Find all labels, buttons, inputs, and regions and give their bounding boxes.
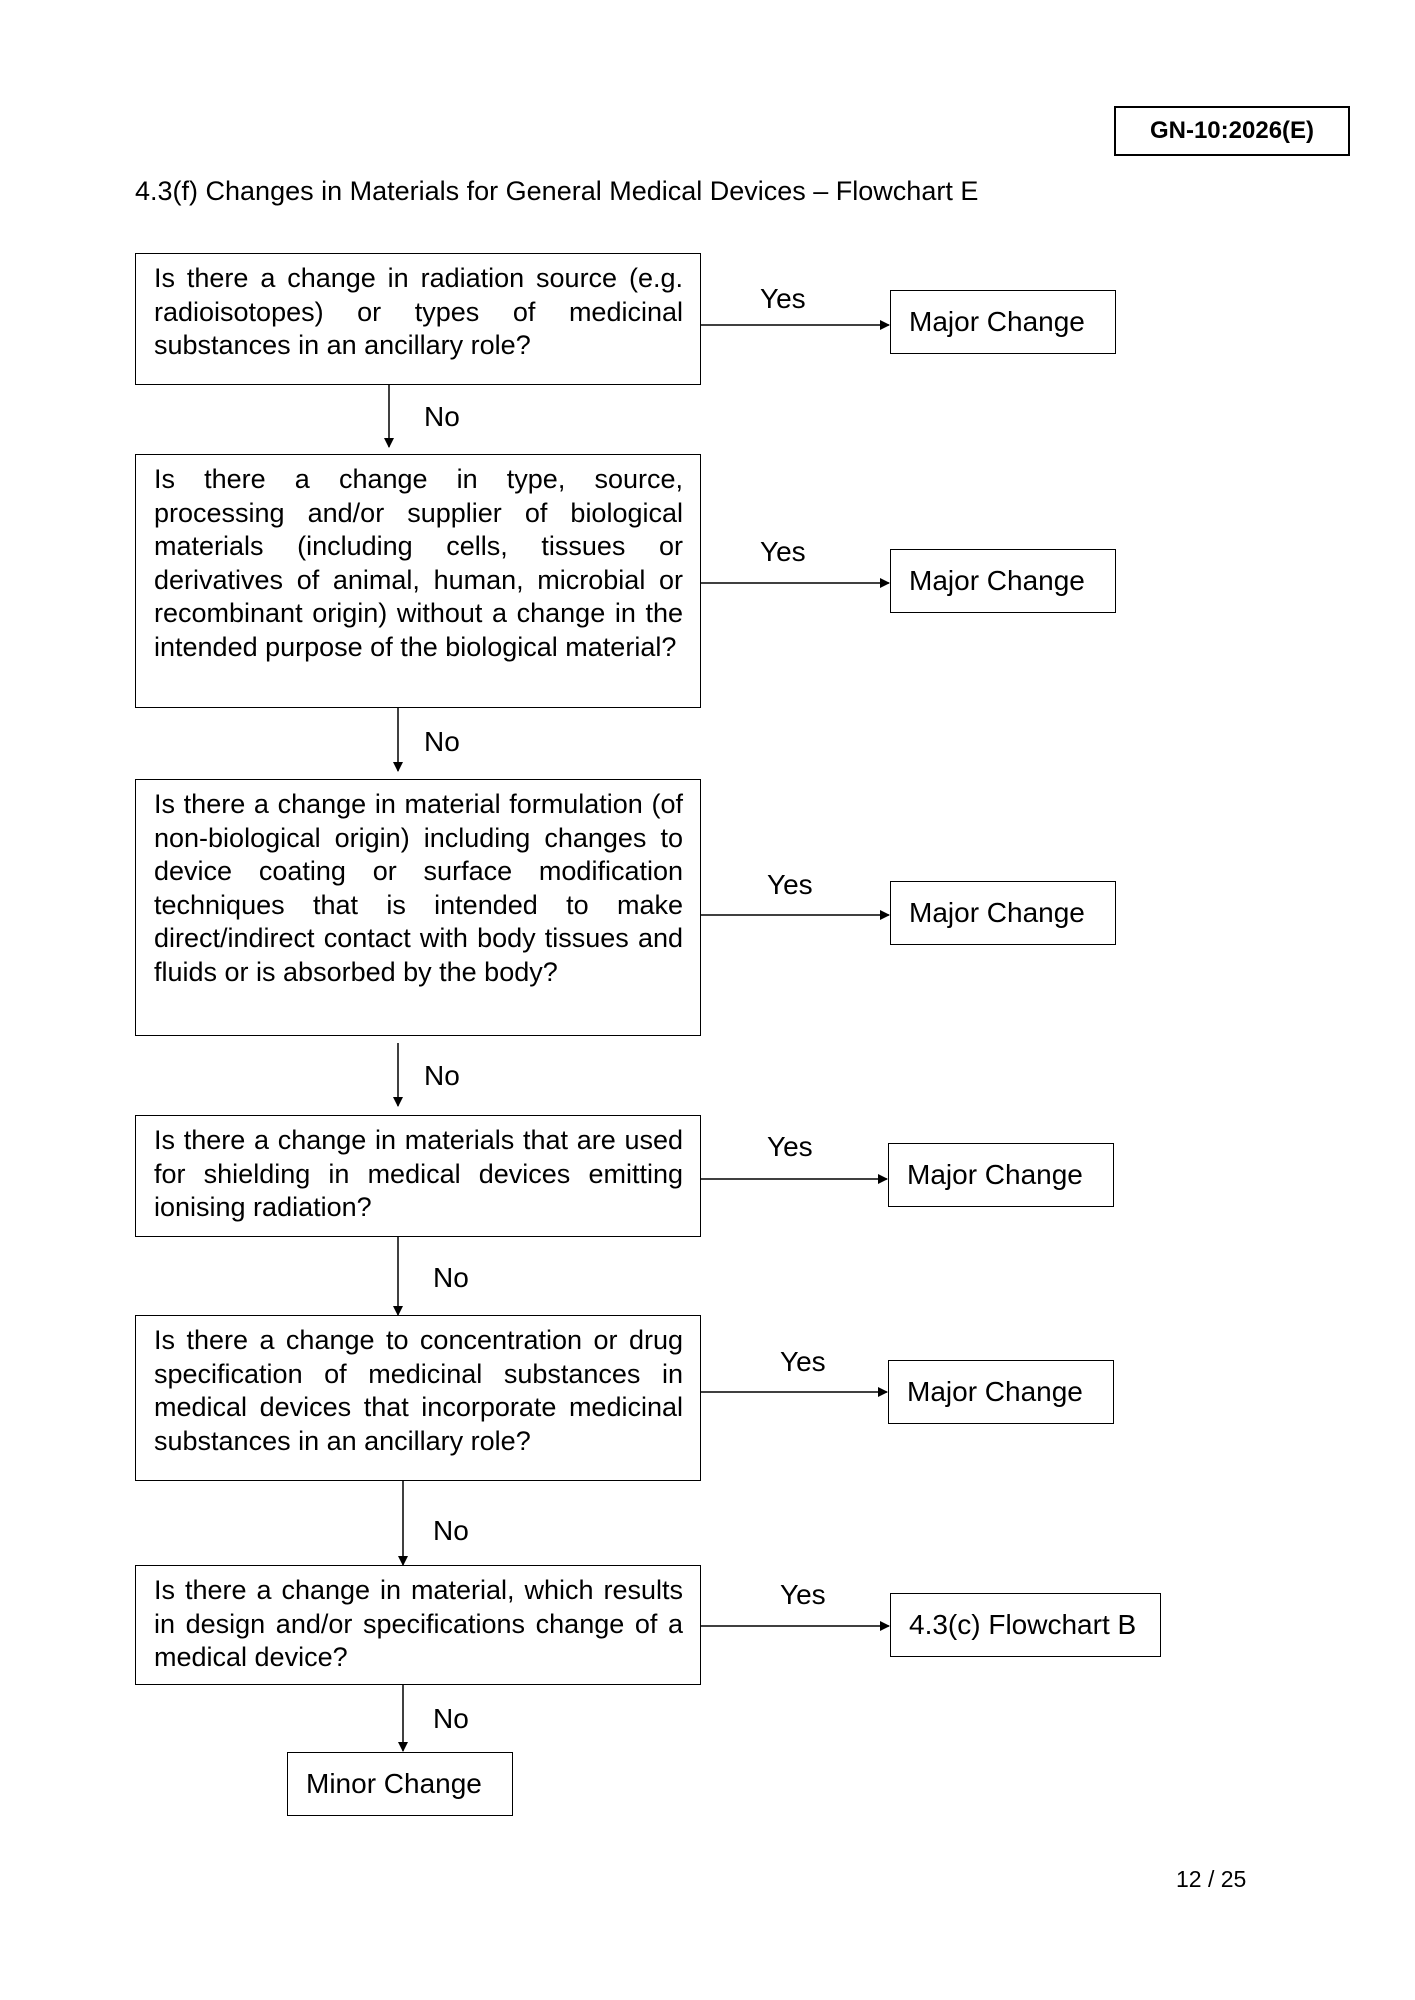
final-outcome-box: Minor Change bbox=[287, 1752, 513, 1816]
outcome-box: Major Change bbox=[890, 549, 1116, 613]
outcome-box: Major Change bbox=[890, 290, 1116, 354]
outcome-box: Major Change bbox=[890, 881, 1116, 945]
no-label: No bbox=[424, 1060, 460, 1091]
yes-label: Yes bbox=[760, 283, 806, 314]
yes-label: Yes bbox=[767, 1131, 813, 1162]
no-label: No bbox=[433, 1262, 469, 1293]
outcome-box: Major Change bbox=[888, 1143, 1114, 1207]
question-box: Is there a change in radiation source (e.g. radioisotopes) or types of medicinal substances in an ancillary role? bbox=[135, 253, 701, 385]
outcome-box: 4.3(c) Flowchart B bbox=[890, 1593, 1161, 1657]
question-box: Is there a change to concentration or drug specification of medicinal substances in medical devices that incorporate medicinal substances in an ancillary role? bbox=[135, 1315, 701, 1481]
no-label: No bbox=[433, 1703, 469, 1734]
question-box: Is there a change in type, source, processing and/or supplier of biological materials (including cells, tissues or derivatives of animal, human, microbial or recombinant origin) without a change in the intended purpose of the biological material? bbox=[135, 454, 701, 708]
yes-label: Yes bbox=[780, 1579, 826, 1610]
yes-label: Yes bbox=[760, 536, 806, 567]
no-label: No bbox=[424, 401, 460, 432]
document-code: GN-10:2026(E) bbox=[1114, 106, 1350, 156]
section-title: 4.3(f) Changes in Materials for General Medical Devices – Flowchart E bbox=[135, 176, 979, 206]
question-box: Is there a change in materials that are used for shielding in medical devices emitting ionising radiation? bbox=[135, 1115, 701, 1237]
question-box: Is there a change in material, which results in design and/or specifications change of a medical device? bbox=[135, 1565, 701, 1685]
outcome-box: Major Change bbox=[888, 1360, 1114, 1424]
yes-label: Yes bbox=[767, 869, 813, 900]
page-number: 12 / 25 bbox=[1176, 1866, 1247, 1892]
question-box: Is there a change in material formulation (of non-biological origin) including changes to device coating or surface modification techniques that is intended to make direct/indirect contact with body tissues and fluids or is absorbed by the body? bbox=[135, 779, 701, 1036]
yes-label: Yes bbox=[780, 1346, 826, 1377]
no-label: No bbox=[433, 1515, 469, 1546]
no-label: No bbox=[424, 726, 460, 757]
